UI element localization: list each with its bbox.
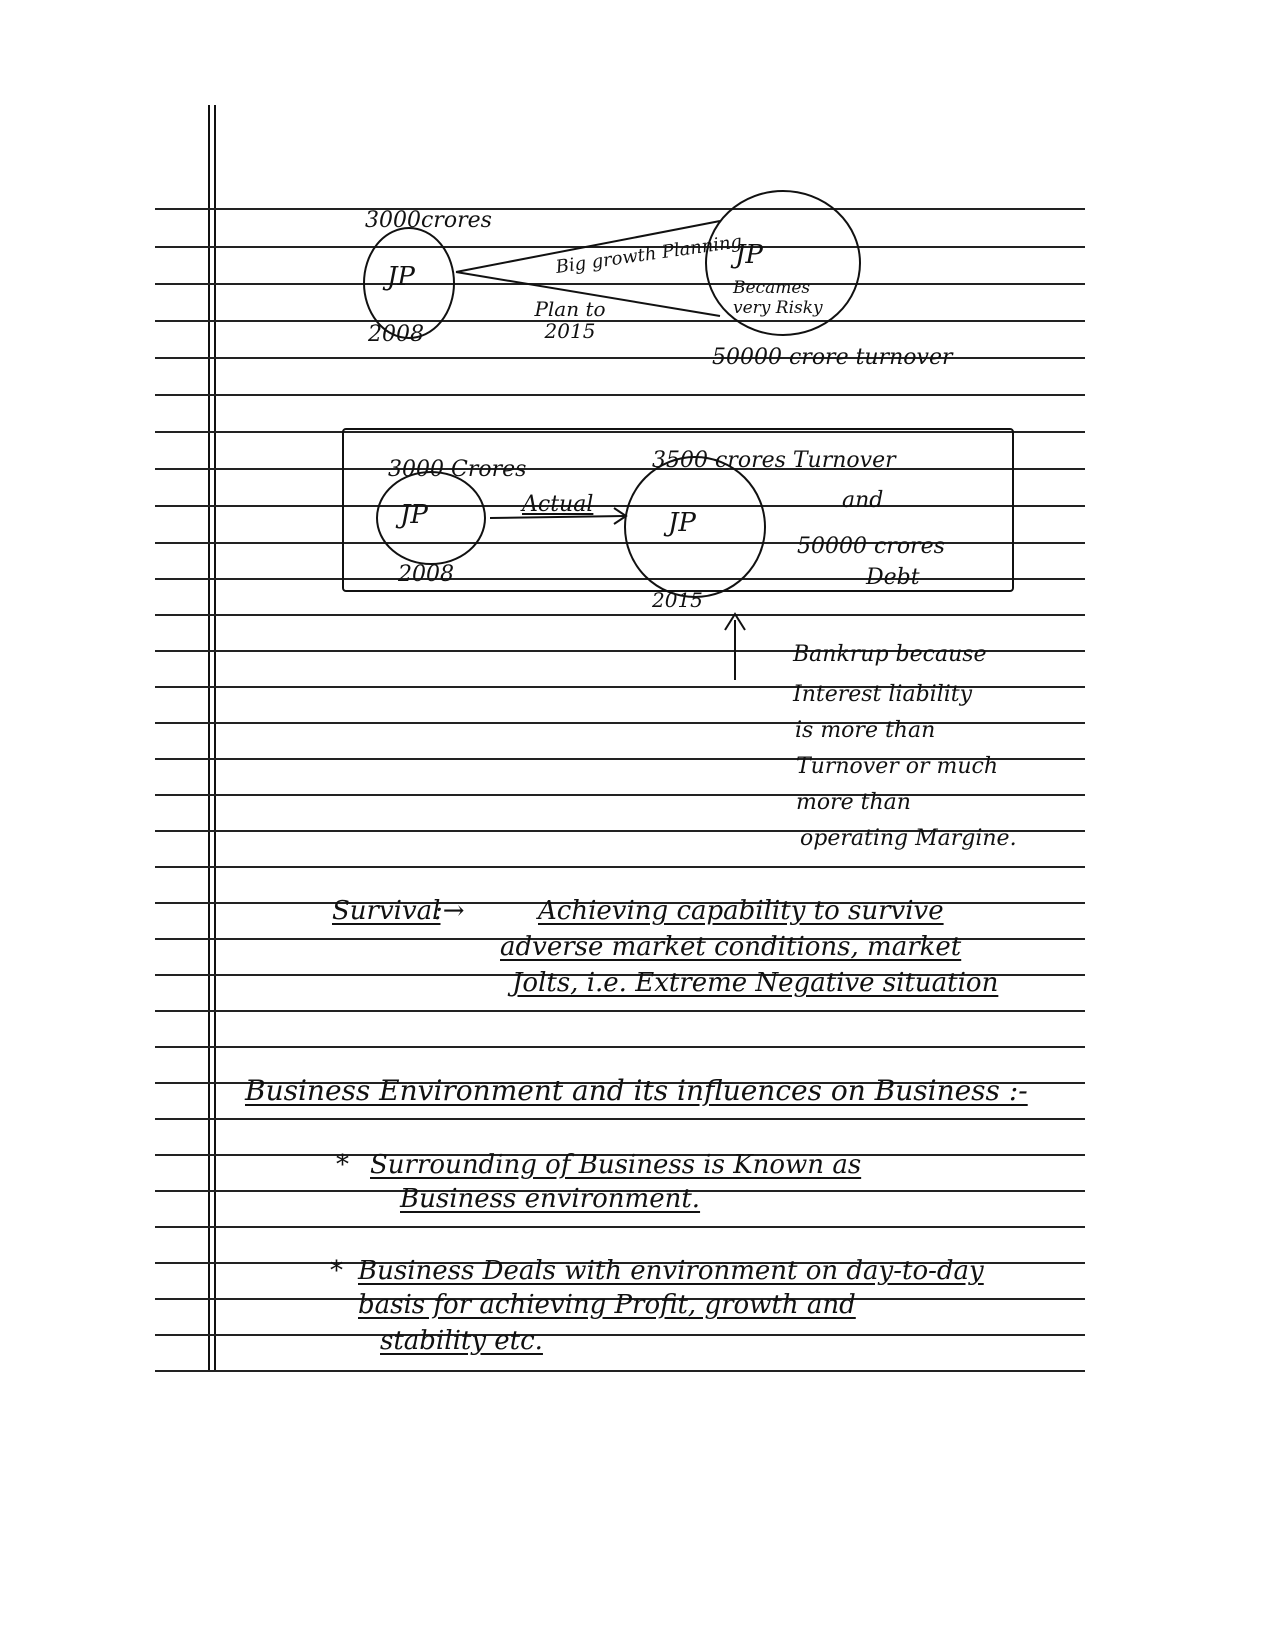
bankrupt-line: operating Margine. bbox=[800, 826, 1017, 851]
planned-edge-lower-label: Plan to 2015 bbox=[534, 297, 606, 343]
actual-left-label: JP bbox=[400, 500, 428, 530]
bullet-line: Business environment. bbox=[400, 1184, 701, 1214]
survival-line: adverse market conditions, market bbox=[500, 932, 962, 962]
actual-left-top-note: 3000 Crores bbox=[388, 457, 527, 482]
actual-edge-label: Actual bbox=[522, 492, 594, 517]
bankrupt-line: Bankrup because bbox=[793, 642, 987, 667]
bullet-line: Business Deals with environment on day-to-day bbox=[358, 1256, 984, 1286]
survival-line: Achieving capability to survive bbox=[538, 896, 944, 926]
bankrupt-line: more than bbox=[796, 790, 911, 815]
planned-bottom-note: 50000 crore turnover bbox=[712, 345, 953, 370]
actual-side-note-debt-amount: 50000 crores bbox=[797, 534, 945, 559]
bankrupt-line: Turnover or much bbox=[796, 754, 999, 779]
planned-right-label: JP bbox=[735, 240, 763, 270]
actual-right-bottom-note: 2015 bbox=[652, 588, 703, 612]
section-heading: Business Environment and its influences on Business :- bbox=[245, 1074, 1028, 1107]
bullet-marker: * bbox=[336, 1150, 349, 1180]
planned-left-top-note: 3000crores bbox=[365, 208, 492, 233]
bullet-line: Surrounding of Business is Known as bbox=[370, 1150, 862, 1180]
bullet-line: stability etc. bbox=[380, 1326, 543, 1356]
actual-left-bottom-note: 2008 bbox=[398, 562, 454, 587]
bullet-line: basis for achieving Profit, growth and bbox=[358, 1290, 856, 1320]
bankrupt-line: is more than bbox=[795, 718, 936, 743]
actual-right-label: JP bbox=[668, 508, 696, 538]
planned-edge-upper-label: Big growth Planning bbox=[554, 231, 744, 278]
actual-right-top-note: 3500 crores Turnover bbox=[652, 448, 896, 473]
actual-side-note-debt: Debt bbox=[866, 565, 920, 590]
survival-line: Jolts, i.e. Extreme Negative situation bbox=[512, 968, 999, 998]
bullet-marker: * bbox=[330, 1256, 343, 1286]
actual-side-note-and: and bbox=[842, 488, 884, 513]
planned-left-label: JP bbox=[387, 262, 415, 292]
bankrupt-line: Interest liability bbox=[793, 682, 973, 707]
survival-arrow: :→ bbox=[434, 896, 465, 926]
planned-left-bottom-note: 2008 bbox=[368, 322, 424, 347]
survival-term: Survival bbox=[332, 896, 441, 926]
planned-right-inner-note: Becames very Risky bbox=[733, 278, 823, 318]
